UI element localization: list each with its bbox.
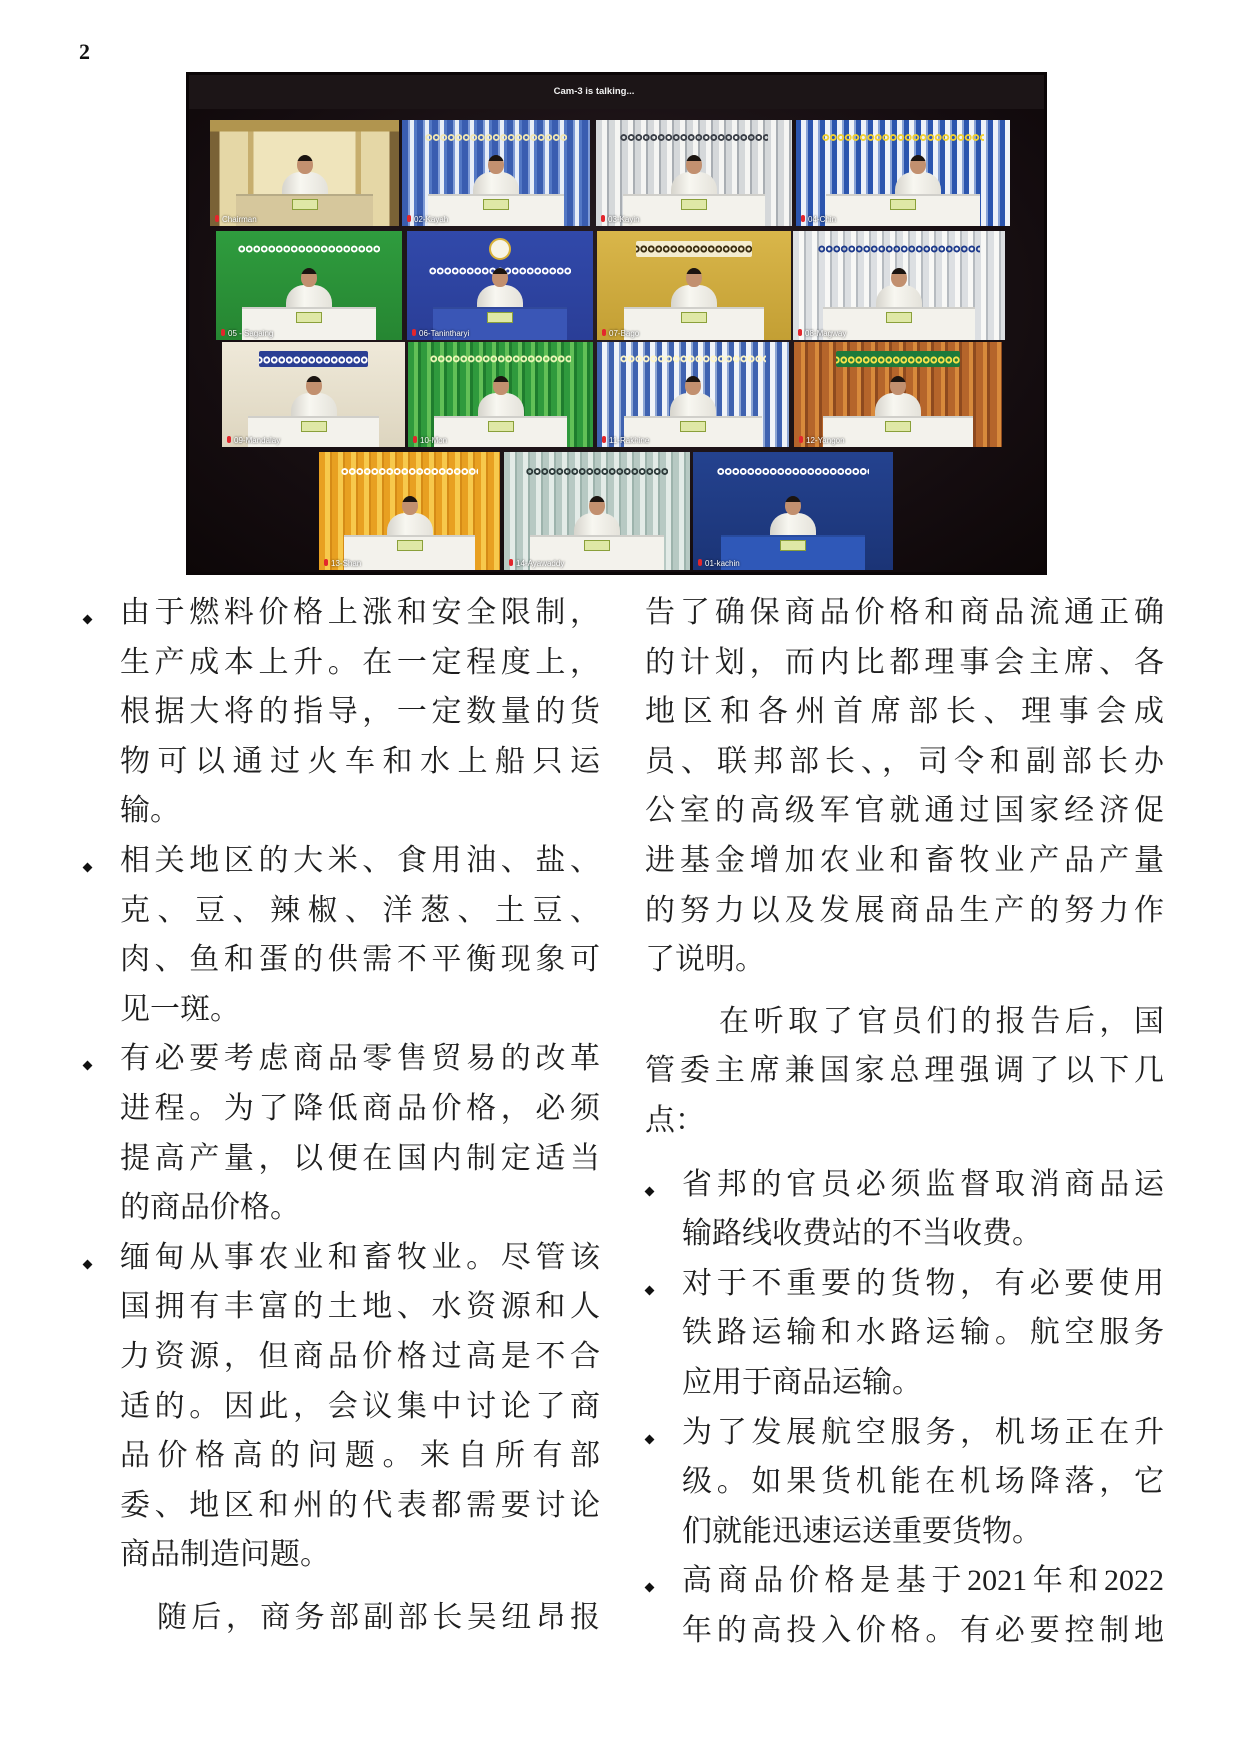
text-line: 由于燃料价格上涨和安全限制， (120, 596, 600, 629)
speaker-status: Cam-3 is talking... (553, 86, 635, 97)
paragraph-continuation (645, 588, 1164, 985)
name-plate (780, 540, 806, 551)
video-tile-ayawaddy (504, 452, 690, 570)
text-line: 的努力以及发展商品生产的努力作 (645, 893, 1164, 927)
bullet-item (120, 1233, 600, 1580)
bullet-item (120, 1034, 600, 1232)
mic-icon (413, 436, 417, 443)
text-line: 进基金增加农业和畜牧业产品产量 (645, 843, 1164, 877)
tile-banner (620, 130, 769, 146)
name-plate (890, 199, 916, 210)
name-plate (885, 421, 911, 432)
tile-banner (818, 241, 979, 257)
desk (344, 535, 474, 570)
tile-label: 01-kachin (705, 559, 740, 568)
paragraph (120, 1593, 600, 1643)
text-line: 见一斑。 (120, 992, 240, 1026)
text-line: 有必要考虑商品零售贸易的改革 (120, 1042, 600, 1076)
tile-label: 10-Mon (420, 436, 448, 445)
text-line: 的计划，而内比都理事会主席、各 (645, 645, 1164, 679)
right-column (645, 588, 1164, 1655)
name-plate (296, 312, 322, 323)
tile-banner (526, 463, 667, 481)
text-line: 年的高投入价格。有必要控制地 (682, 1613, 1164, 1647)
text-line: 管委主席兼国家总理强调了以下几 (645, 1054, 1164, 1088)
name-plate (886, 312, 912, 323)
tile-banner (620, 351, 766, 367)
mic-icon (509, 559, 513, 566)
tile-label: 07-Bago (609, 329, 640, 338)
video-tile-kayin (596, 120, 792, 226)
text-line: 了说明。 (645, 943, 765, 977)
text-line: 提高产量，以便在国内制定适当 (120, 1141, 600, 1175)
bullet-item (120, 836, 600, 1034)
text-line: 输。 (120, 794, 180, 828)
name-plate (680, 421, 706, 432)
text-line: 随后，商务部副部长吴纽昂报 (157, 1600, 600, 1634)
text-line: 缅甸从事农业和畜牧业。尽管该 (120, 1240, 600, 1274)
bullet-diamond-icon (83, 615, 93, 625)
video-tile-mandalay (222, 342, 405, 447)
text-line: 员、联邦部长、，司令和副部长办 (645, 744, 1164, 778)
tile-label: Chairman (222, 215, 257, 224)
video-tile-tanintharyi (407, 231, 593, 340)
mic-icon (801, 215, 805, 222)
name-plate (487, 312, 513, 323)
video-tile-yangon (794, 342, 1002, 447)
text-line: 公室的高级军官就通过国家经济促 (645, 794, 1164, 828)
mic-icon (407, 215, 411, 222)
mic-icon (602, 436, 606, 443)
mic-icon (412, 329, 416, 336)
desk (823, 416, 973, 447)
text-line: 高商品价格是基于2021年和2022 (682, 1564, 1164, 1598)
text-line: 在听取了官员们的报告后，国 (719, 1004, 1164, 1038)
desk (434, 416, 567, 447)
tile-label: 03-Kayin (608, 215, 640, 224)
name-plate (292, 199, 318, 210)
video-tile-shan (319, 452, 500, 570)
text-line: 省邦的官员必须监督取消商品运 (682, 1167, 1164, 1201)
text-line: 品价格高的问题。来自所有部 (120, 1439, 600, 1473)
tile-banner (822, 130, 985, 146)
emblem-icon (489, 238, 511, 260)
tile-banner (238, 241, 379, 257)
text-line: 力资源，但商品价格过高是不合 (120, 1339, 600, 1373)
participant-head (492, 268, 508, 287)
participant-head (488, 155, 504, 174)
participant-head (297, 155, 313, 174)
paragraph (645, 997, 1164, 1146)
text-line: 委、地区和州的代表都需要讨论 (120, 1488, 600, 1522)
tile-label: 12-Yangon (806, 436, 845, 445)
text-line: 物可以通过火车和水上船只运 (120, 744, 600, 778)
tile-label: 02-Kayah (414, 215, 449, 224)
tile-label: 05 - Sagaing (228, 329, 274, 338)
text-line: 国拥有丰富的土地、水资源和人 (120, 1290, 600, 1324)
bullet-diamond-icon (83, 1061, 93, 1071)
text-line: 相关地区的大米、食用油、盐、 (120, 843, 600, 877)
text-line: 生产成本上升。在一定程度上， (120, 645, 600, 679)
participant-head (686, 268, 702, 287)
desk (826, 194, 980, 226)
tile-banner (341, 463, 479, 481)
tile-label: 11-Rakhine (609, 436, 650, 445)
desk (428, 194, 563, 226)
mic-icon (799, 436, 803, 443)
video-tile-mon (408, 342, 593, 447)
desk (624, 307, 764, 340)
mic-icon (215, 215, 219, 222)
name-plate (301, 421, 327, 432)
text-line: 应用于商品运输。 (682, 1365, 922, 1399)
text-line: 地区和各州首席部长、理事会成 (645, 695, 1164, 729)
tile-label: 13-Shan (331, 559, 362, 568)
bullet-item (645, 1556, 1164, 1655)
name-plate (488, 421, 514, 432)
name-plate (681, 312, 707, 323)
desk (721, 535, 865, 570)
participant-head (685, 376, 701, 395)
bullet-item (645, 1408, 1164, 1557)
video-tile-sagaing (216, 231, 402, 340)
desk (623, 194, 764, 226)
bullet-diamond-icon (645, 1285, 655, 1295)
tile-label: 04-Chin (808, 215, 837, 224)
bullet-diamond-icon (83, 863, 93, 873)
participant-head (493, 376, 509, 395)
mic-icon (221, 329, 225, 336)
video-tile-chin (796, 120, 1010, 226)
tile-banner (259, 351, 369, 367)
participant-head (891, 268, 907, 287)
video-tile-rakhine (597, 342, 789, 447)
participant-head (306, 376, 322, 395)
tile-label: 14-Ayawaddy (516, 559, 565, 568)
tile-label: 06-Tanintharyi (419, 329, 470, 338)
bullet-item (120, 588, 600, 836)
tile-banner (636, 241, 752, 257)
participant-head (589, 496, 605, 515)
mic-icon (324, 559, 328, 566)
mic-icon (698, 559, 702, 566)
video-tile-magway (793, 231, 1005, 340)
participant-head (402, 496, 418, 515)
mic-icon (601, 215, 605, 222)
left-column (120, 588, 600, 1642)
participant-head (890, 376, 906, 395)
name-plate (397, 540, 423, 551)
name-plate (584, 540, 610, 551)
video-conference-photo (186, 72, 1047, 575)
participant-head (301, 268, 317, 287)
tile-label: 09-Mandalay (234, 436, 281, 445)
mic-icon (798, 329, 802, 336)
text-line: 的商品价格。 (120, 1191, 300, 1225)
text-line: 适的。因此，会议集中讨论了商 (120, 1389, 600, 1423)
mic-icon (602, 329, 606, 336)
text-line: 肉、鱼和蛋的供需不平衡现象可 (120, 943, 600, 977)
text-line: 告了确保商品价格和商品流通正确 (645, 596, 1164, 629)
bullet-item (645, 1160, 1164, 1259)
bullet-diamond-icon (645, 1186, 655, 1196)
text-line: 们就能迅速运送重要货物。 (682, 1514, 1042, 1548)
text-line: 对于不重要的货物，有必要使用 (682, 1266, 1164, 1300)
text-line: 商品制造问题。 (120, 1538, 330, 1572)
tile-banner (717, 463, 869, 481)
text-line: 铁路运输和水路运输。航空服务 (682, 1316, 1164, 1350)
text-line: 点： (645, 1103, 705, 1137)
video-tile-kachin (693, 452, 893, 570)
text-line: 克、豆、辣椒、洋葱、土豆、 (120, 893, 600, 927)
tile-banner (836, 351, 961, 367)
participant-head (910, 155, 926, 174)
video-tile-kayah (402, 120, 590, 226)
bullet-diamond-icon (645, 1434, 655, 1444)
name-plate (681, 199, 707, 210)
text-line: 输路线收费站的不当收费。 (682, 1217, 1042, 1251)
page-number: 2 (79, 39, 90, 64)
bullet-item (645, 1259, 1164, 1408)
text-line: 进程。为了降低商品价格，必须 (120, 1091, 600, 1125)
participant-head (686, 155, 702, 174)
tile-label: 08-Magway (805, 329, 847, 338)
video-tile-chairman (210, 120, 399, 226)
mic-icon (227, 436, 231, 443)
bullet-diamond-icon (83, 1259, 93, 1269)
text-line: 根据大将的指导，一定数量的货 (120, 695, 600, 729)
participant-head (785, 496, 801, 515)
text-line: 级。如果货机能在机场降落，它 (682, 1465, 1164, 1499)
tile-banner (430, 351, 571, 367)
text-line: 为了发展航空服务，机场正在升 (682, 1415, 1164, 1449)
bullet-diamond-icon (645, 1583, 655, 1593)
tile-banner (425, 130, 568, 146)
video-tile-bago (597, 231, 791, 340)
name-plate (483, 199, 509, 210)
